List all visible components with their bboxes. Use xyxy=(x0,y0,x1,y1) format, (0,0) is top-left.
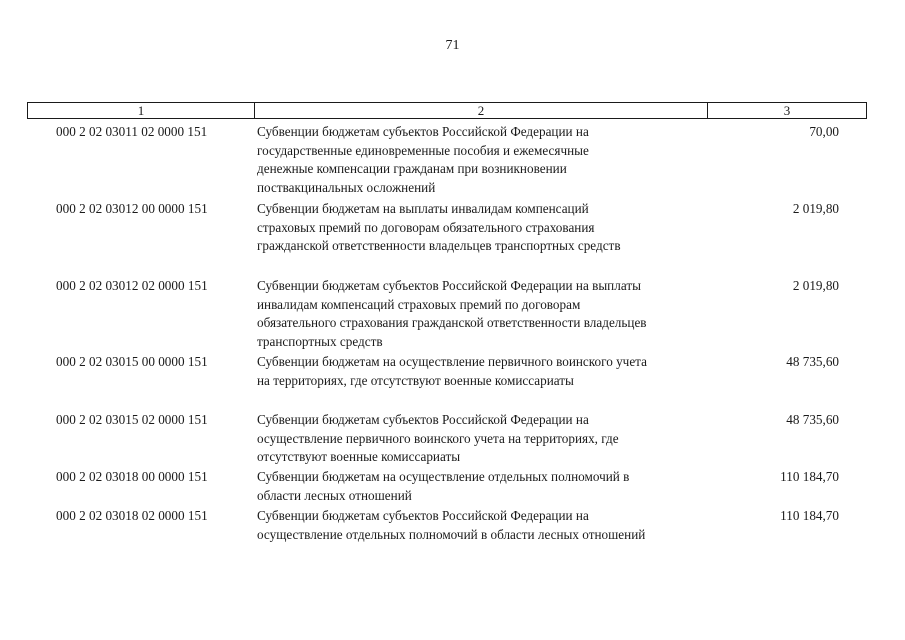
description-line: области лесных отношений xyxy=(257,487,412,503)
budget-code: 000 2 02 03018 00 0000 151 xyxy=(56,469,208,484)
description-line: гражданской ответственности владельцев транспортных средств xyxy=(257,238,621,254)
page-number: 71 xyxy=(445,38,460,53)
description xyxy=(257,123,717,197)
description xyxy=(257,200,717,256)
description-line: обязательного страхования гражданской ответственности владельцев xyxy=(257,315,647,331)
description-line: Субвенции бюджетам на осуществление первичного воинского учета xyxy=(257,354,647,369)
budget-code: 000 2 02 03012 00 0000 151 xyxy=(56,201,208,216)
description xyxy=(257,507,717,544)
description-line: Субвенции бюджетам субъектов Российской Федерации на xyxy=(257,508,589,523)
budget-code: 000 2 02 03015 00 0000 151 xyxy=(56,354,208,369)
budget-code: 000 2 02 03011 02 0000 151 xyxy=(56,124,208,139)
description-line: Субвенции бюджетам на осуществление отдельных полномочий в xyxy=(257,469,630,484)
description-line: отсутствуют военные комиссариаты xyxy=(257,449,461,465)
amount: 70,00 xyxy=(809,124,839,139)
amount: 2 019,80 xyxy=(792,201,839,216)
description xyxy=(257,277,717,351)
amount: 48 735,60 xyxy=(786,354,839,369)
amount: 48 735,60 xyxy=(786,412,839,427)
amount: 110 184,70 xyxy=(780,469,839,484)
description-line: Субвенции бюджетам субъектов Российской Федерации на xyxy=(257,124,589,139)
description-line: на территориях, где отсутствуют военные комиссариаты xyxy=(257,372,574,388)
table-header xyxy=(27,102,867,119)
description xyxy=(257,353,717,390)
description xyxy=(257,411,717,467)
description-line: Субвенции бюджетам субъектов Российской Федерации на выплаты xyxy=(257,278,641,293)
description-line: осуществление отдельных полномочий в области лесных отношений xyxy=(257,526,646,542)
budget-code: 000 2 02 03018 02 0000 151 xyxy=(56,508,208,523)
description xyxy=(257,468,717,505)
header-col-2: 2 xyxy=(255,103,708,118)
description-line: Субвенции бюджетам субъектов Российской Федерации на xyxy=(257,412,589,427)
budget-code: 000 2 02 03012 02 0000 151 xyxy=(56,278,208,293)
description-line: государственные единовременные пособия и ежемесячные xyxy=(257,142,589,158)
description-line: поствакцинальных осложнений xyxy=(257,179,436,195)
description-line: Субвенции бюджетам на выплаты инвалидам компенсаций xyxy=(257,201,589,216)
description-line: денежные компенсации гражданам при возникновении xyxy=(257,161,567,177)
description-line: инвалидам компенсаций страховых премий по договорам xyxy=(257,296,581,312)
amount: 2 019,80 xyxy=(792,278,839,293)
budget-code: 000 2 02 03015 02 0000 151 xyxy=(56,412,208,427)
description-line: страховых премий по договорам обязательного страхования xyxy=(257,219,595,235)
header-col-1: 1 xyxy=(28,103,255,118)
header-col-3: 3 xyxy=(783,103,791,118)
amount: 110 184,70 xyxy=(780,508,839,523)
description-line: транспортных средств xyxy=(257,333,383,349)
description-line: осуществление первичного воинского учета на территориях, где xyxy=(257,430,619,446)
